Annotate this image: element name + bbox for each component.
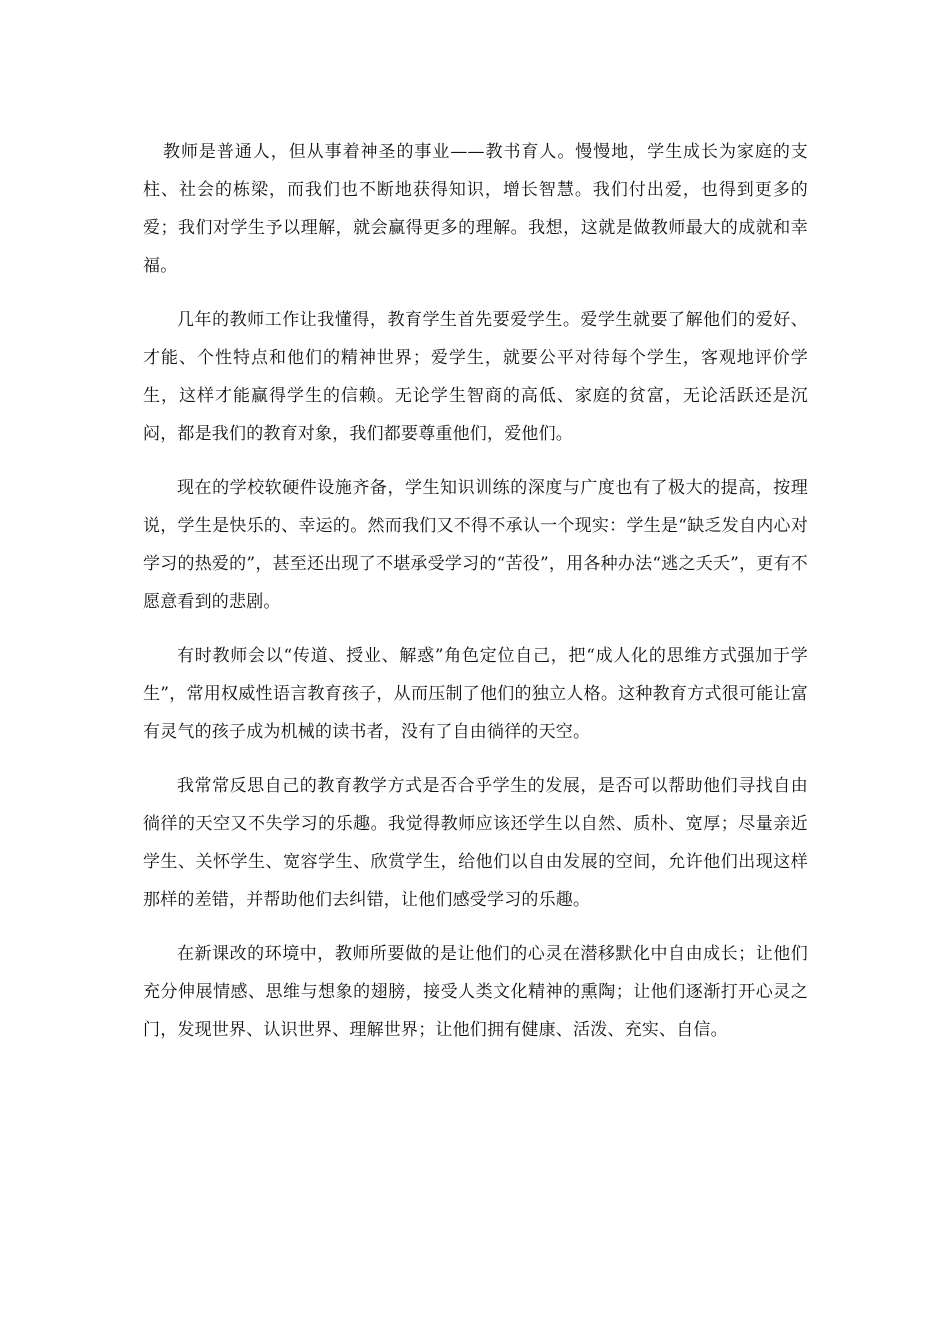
- paragraph-5: 我常常反思自己的教育教学方式是否合乎学生的发展，是否可以帮助他们寻找自由徜徉的天空又不失学习的乐趣。我觉得教师应该还学生以自然、质朴、宽厚；尽量亲近学生、关怀学生、宽容学生、欣赏学生，给他们以自由发展的空间，允许他们出现这样那样的差错，并帮助他们去纠错，让他们感受学习的乐趣。: [143, 776, 808, 910]
- paragraph-4: 有时教师会以“传道、授业、解惑”角色定位自己，把“成人化的思维方式强加于学生”，常用权威性语言教育孩子，从而压制了他们的独立人格。这种教育方式很可能让富有灵气的孩子成为机械的读书者，没有了自由徜徉的天空。: [143, 646, 808, 742]
- paragraph-2: 几年的教师工作让我懂得，教育学生首先要爱学生。爱学生就要了解他们的爱好、才能、个性特点和他们的精神世界；爱学生，就要公平对待每个学生，客观地评价学生，这样才能赢得学生的信赖。无论学生智商的高低、家庭的贫富，无论活跃还是沉闷，都是我们的教育对象，我们都要尊重他们，爱他们。: [143, 310, 808, 444]
- paragraph-3: 现在的学校软硬件设施齐备，学生知识训练的深度与广度也有了极大的提高，按理说，学生是快乐的、幸运的。然而我们又不得不承认一个现实：学生是“缺乏发自内心对学习的热爱的”，甚至还出现了不堪承受学习的“苦役”，用各种办法“逃之夭夭”，更有不愿意看到的悲剧。: [143, 478, 808, 612]
- paragraph-6: 在新课改的环境中，教师所要做的是让他们的心灵在潜移默化中自由成长；让他们充分伸展情感、思维与想象的翅膀，接受人类文化精神的熏陶；让他们逐渐打开心灵之门，发现世界、认识世界、理解世界；让他们拥有健康、活泼、充实、自信。: [143, 944, 808, 1040]
- document-body: [143, 133, 808, 1065]
- paragraph-1: 教师是普通人，但从事着神圣的事业——教书育人。慢慢地，学生成长为家庭的支柱、社会的栋梁，而我们也不断地获得知识，增长智慧。我们付出爱，也得到更多的爱；我们对学生予以理解，就会赢得更多的理解。我想，这就是做教师最大的成就和幸福。: [143, 142, 808, 276]
